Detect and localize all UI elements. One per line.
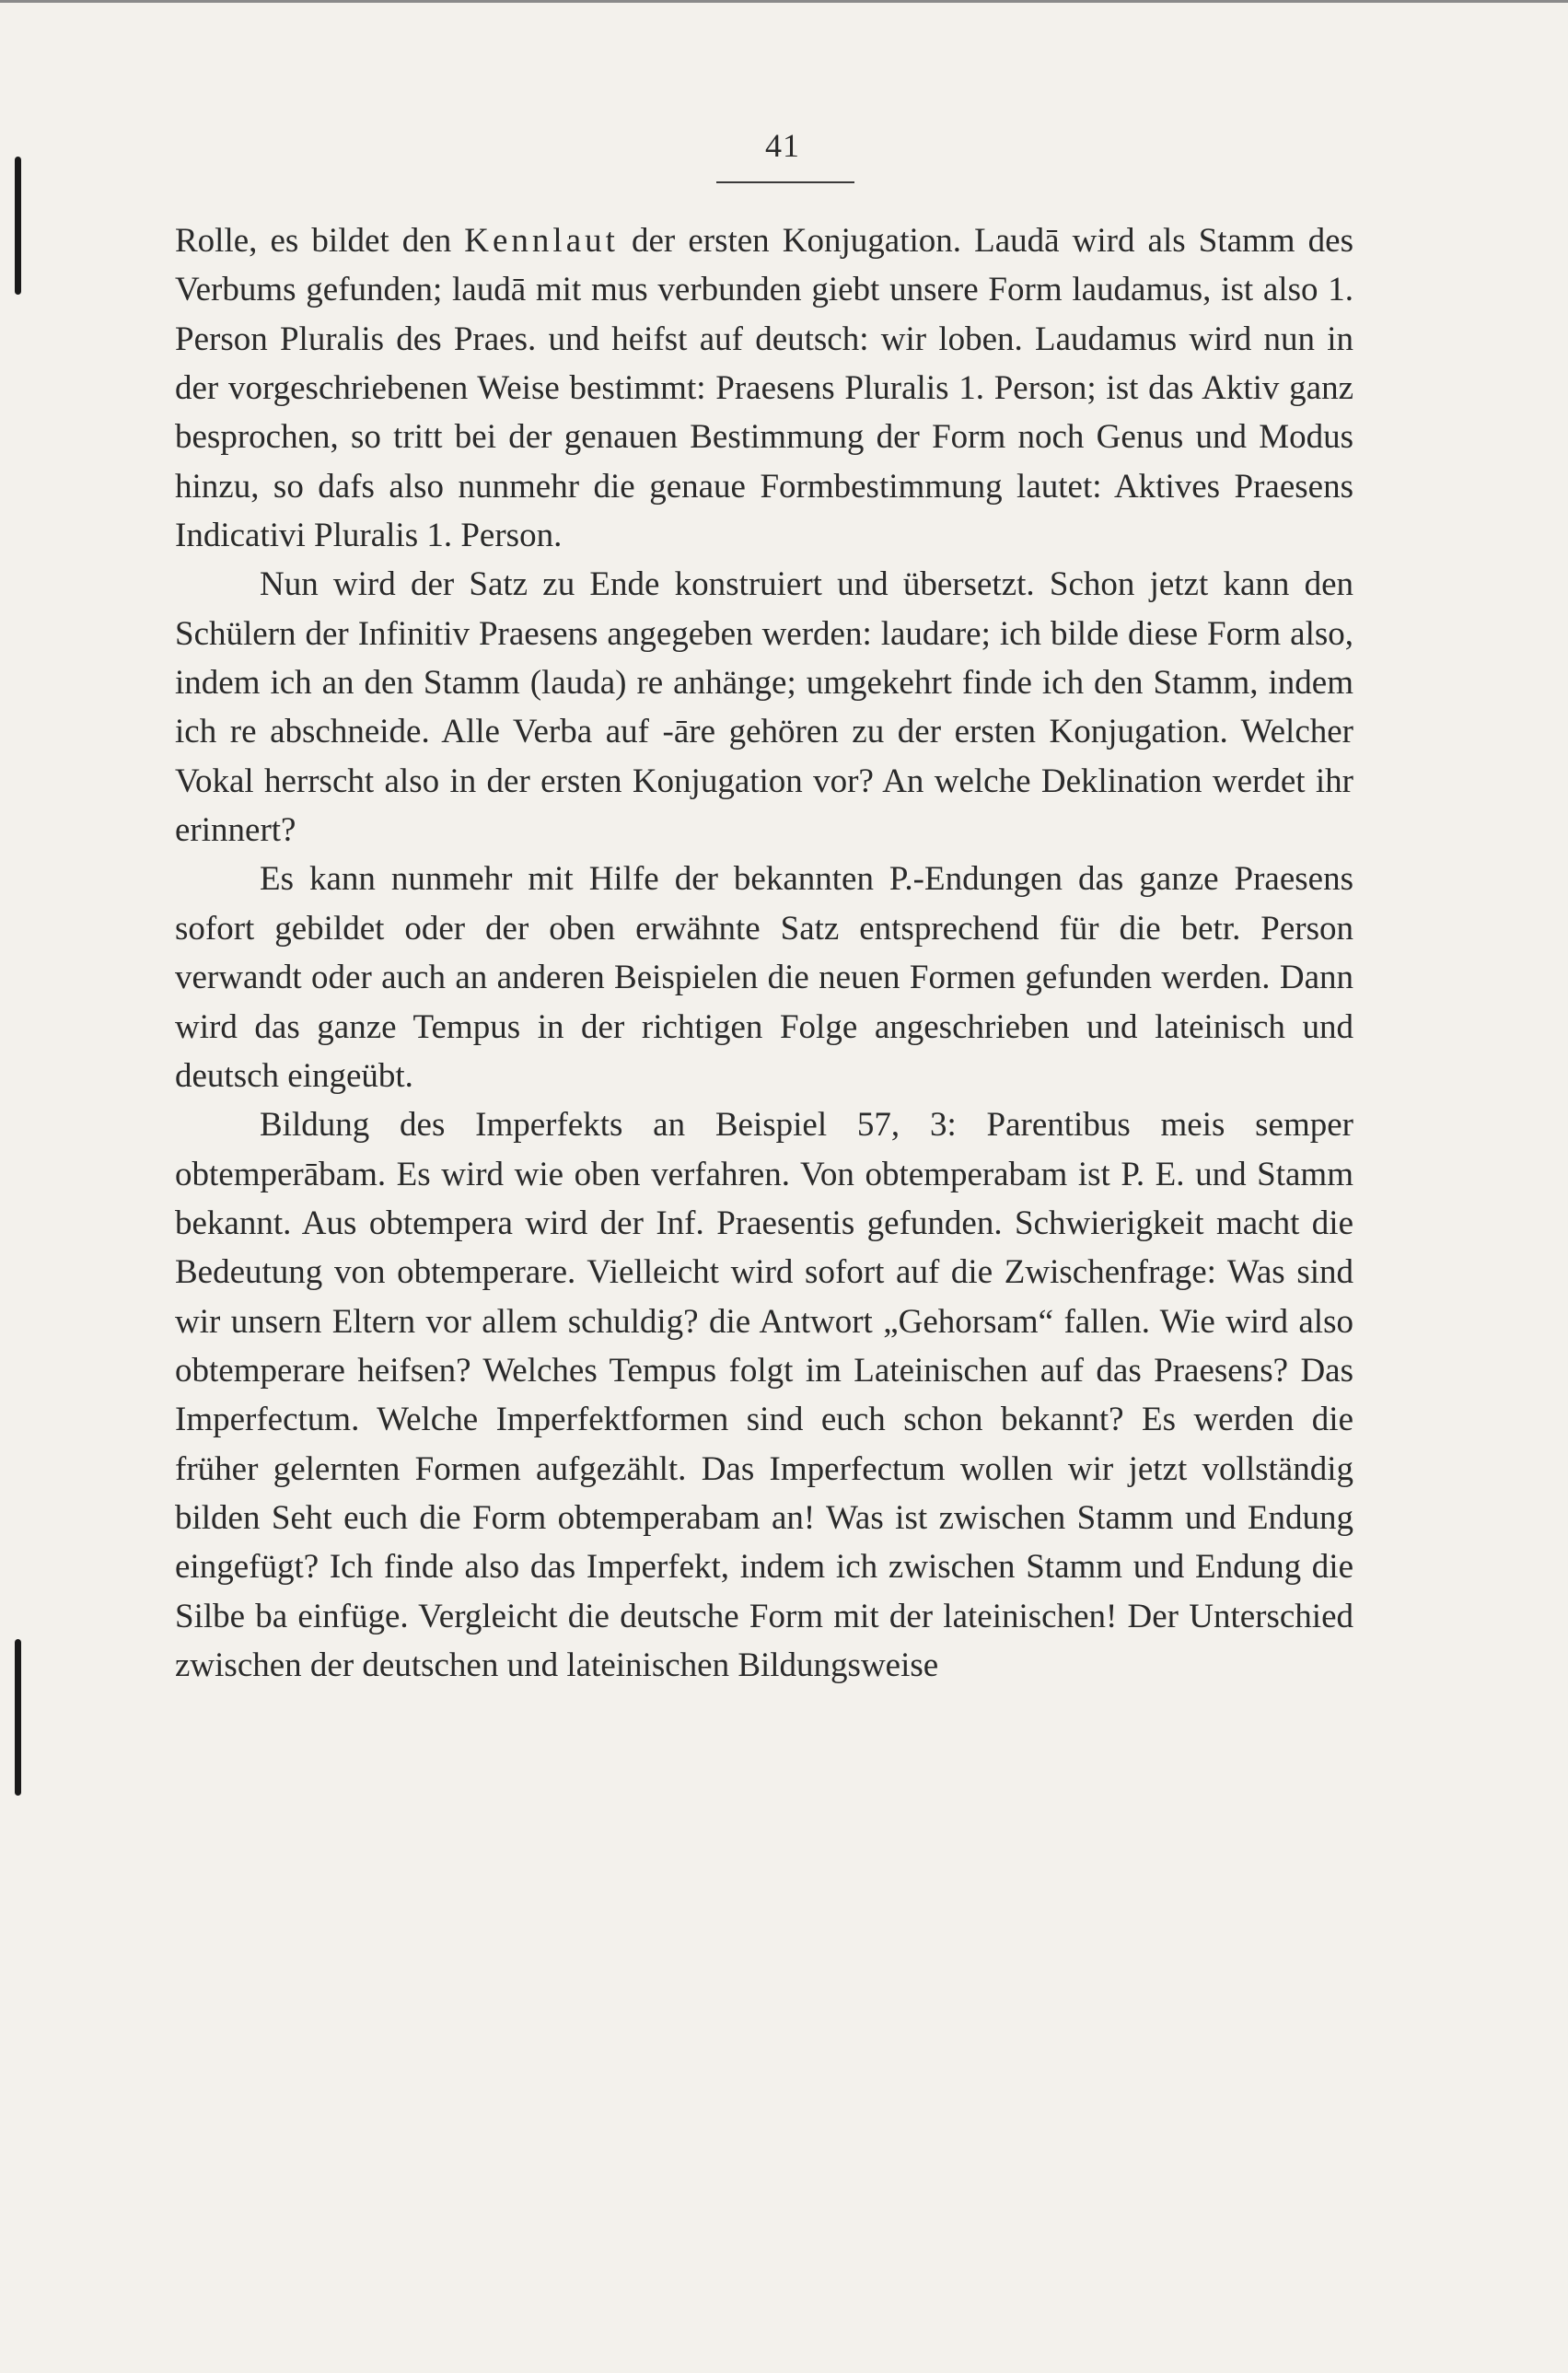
page-body — [175, 216, 1353, 1690]
paragraph-1-rest: der ersten Konjugation. Laudā wird als Stamm des Verbums gefunden; laudā mit mus verbunden giebt unsere Form laudamus, ist also 1. Person Pluralis des Praes. und heifst auf deutsch: wir loben. Laudamus wird nun in der vorgeschriebenen Weise bestimmt: Praesens Pluralis 1. Person; ist das Aktiv ganz besprochen, so tritt bei der genauen Bestimmung der Form noch Genus und Modus hinzu, so dafs also nunmehr die genaue Formbestimmung lautet: Aktives Praesens Indicativi Pluralis 1. Person. — [175, 222, 1353, 555]
paragraph-1-emphasis: Kennlaut — [464, 222, 619, 260]
paragraph-2: Nun wird der Satz zu Ende konstruiert und übersetzt. Schon jetzt kann den Schülern der Infinitiv Praesens angegeben werden: laudare; ich bilde diese Form also, indem ich an den Stamm (lauda) re anhänge; umgekehrt finde ich den Stamm, indem ich re abschneide. Alle Verba auf -āre gehören zu der ersten Konjugation. Welcher Vokal herrscht also in der ersten Konjugation vor? An welche Deklination werdet ihr erinnert? — [175, 565, 1353, 850]
page-number-rule — [716, 181, 854, 183]
paragraph-1 — [175, 216, 1353, 560]
binding-mark-top — [15, 157, 21, 295]
page-number: 41 — [765, 127, 800, 164]
paragraph-1-start: Rolle, es bildet den — [175, 222, 465, 260]
paragraph-4: Bildung des Imperfekts an Beispiel 57, 3: Parentibus meis semper obtemperābam. Es wird wie oben verfahren. Von obtemperabam ist P. E. und Stamm bekannt. Aus obtempera wird der Inf. Praesentis gefunden. Schwierigkeit macht die Bedeutung von obtemperare. Vielleicht wird sofort auf die Zwischenfrage: Was sind wir unsern Eltern vor allem schuldig? die Antwort „Gehorsam“ fallen. Wie wird also obtemperare heifsen? Welches Tempus folgt im Lateinischen auf das Praesens? Das Imperfectum. Welche Imperfektformen sind euch schon bekannt? Es werden die früher gelernten Formen aufgezählt. Das Imperfectum wollen wir jetzt vollständig bilden Seht euch die Form obtemperabam an! Was ist zwischen Stamm und Endung eingefügt? Ich finde also das Imperfekt, indem ich zwischen Stamm und Endung die Silbe ba einfüge. Vergleicht die deutsche Form mit der lateinischen! Der Unterschied zwischen der deutschen und lateinischen Bildungsweise — [175, 1106, 1353, 1684]
binding-mark-bottom — [15, 1639, 21, 1796]
scan-top-edge — [0, 0, 1568, 3]
paragraph-3: Es kann nunmehr mit Hilfe der bekannten P.-Endungen das ganze Praesens sofort gebildet oder der oben erwähnte Satz entsprechend für die betr. Person verwandt oder auch an anderen Beispielen die neuen Formen gefunden werden. Dann wird das ganze Tempus in der richtigen Folge angeschrieben und lateinisch und deutsch eingeübt. — [175, 860, 1353, 1095]
